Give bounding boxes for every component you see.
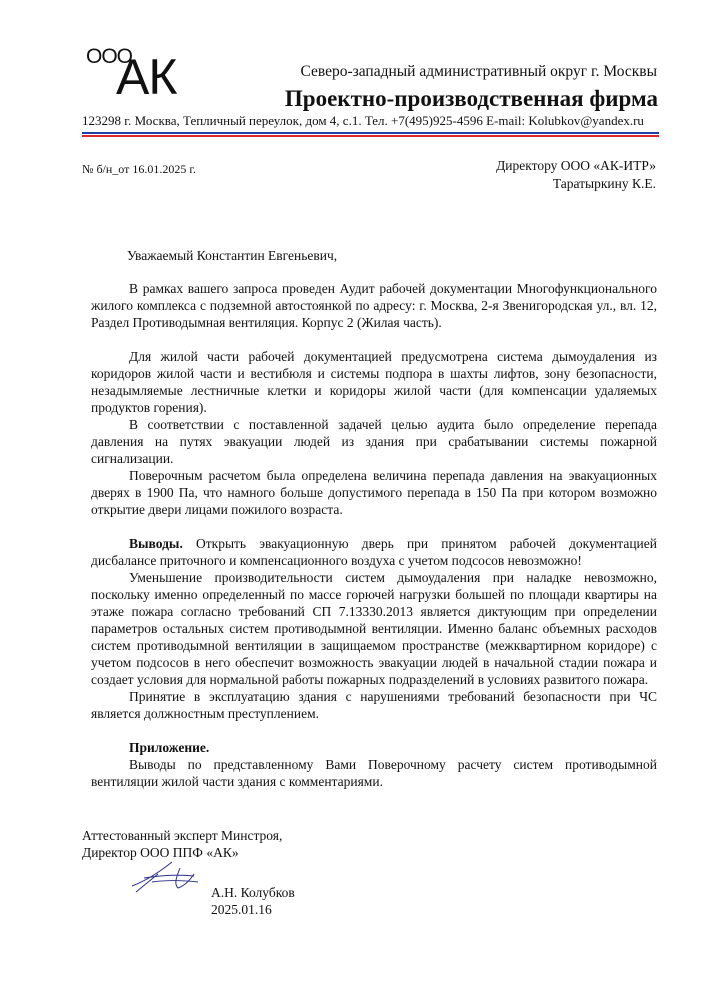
signatory-line-1: Аттестованный эксперт Минстроя, (82, 828, 283, 843)
appendix-heading (91, 739, 657, 756)
addressee-line-2: Таратыркину К.Е. (552, 176, 656, 191)
paragraph-appendix: Выводы по представленному Вами Поверочному расчету систем противодымной вентиляции жилой части здания с комментариями. (91, 757, 657, 789)
addressee-line-1: Директору ООО «АК-ИТР» (496, 158, 656, 173)
signatory-name-date (211, 884, 295, 918)
paragraph-goal: В соответствии с поставленной задачей целью аудита было определение перепада давления на путях эвакуации людей из здания при срабатывании системы пожарной сигнализации. (91, 417, 657, 466)
header-stripe-red (82, 135, 659, 137)
addressee (496, 157, 656, 193)
paragraph-request: В рамках вашего запроса проведен Аудит рабочей документации Многофункционального жилого комплекса с подземной автостоянкой по адресу: г. Москва, 2-я Звенигородская ул., вл. 12, Раздел Противодымная вентиляция. Корпус 2 (Жилая часть). (91, 281, 657, 330)
company-address: 123298 г. Москва, Тепличный переулок, дом 4, с.1. Тел. +7(495)925-4596 E-mail: Kolubkov@yandex.ru (82, 113, 644, 128)
signatory-name: А.Н. Колубков (211, 885, 295, 900)
appendix-label: Приложение. (129, 740, 210, 755)
conclusions-label: Выводы. (129, 536, 183, 551)
conclusions-text: Открыть эвакуационную дверь при принятом рабочей документацией дисбалансе приточного и компенсационного воздуха с учетом подсосов невозможно! (91, 536, 657, 568)
signature-date: 2025.01.16 (211, 902, 272, 917)
handwritten-signature (128, 856, 208, 896)
signatory-line-2: Директор ООО ППФ «АК» (82, 845, 239, 860)
paragraph-calculation: Поверочным расчетом была определена величина перепада давления на эвакуационных дверях в 1900 Па, что намного больше допустимого перепада в 150 Па при котором возможно открытие двери лицами пожилого возраста. (91, 468, 657, 517)
paragraph-systems: Для жилой части рабочей документацией предусмотрена система дымоудаления из коридоров жилой части и вестибюля и системы подпора в шахты лифтов, зону безопасности, незадымляемые лестничные клетки и коридоры жилой части (для компенсации удаляемых продуктов горения). (91, 349, 657, 415)
paragraph-acceptance: Принятие в эксплуатацию здания с нарушениями требований безопасности при ЧС является должностным преступлением. (91, 689, 657, 721)
header-region: Северо-западный административный округ г. Москвы (300, 63, 657, 80)
header-stripe-blue (82, 132, 659, 134)
company-title: Проектно-производственная фирма (284, 86, 658, 111)
logo-ak: АК (116, 49, 177, 105)
paragraph-reduction: Уменьшение производительности систем дымоудаления при наладке невозможно, поскольку именно определенный по массе горючей нагрузки большей по площади квартиры на этаже пожара согласно требований СП 7.13330.2013 является диктующим при определении параметров остальных систем противодымной вентиляции. Именно баланс объемных расходов систем противодымной вентиляции в защищаемом пространстве (межквартирном коридоре) с учетом подсосов в него обеспечит возможность эвакуации людей в начальной стадии пожара и создает условия для нормальной работы пожарных подразделений в условиях развитого пожара. (91, 570, 657, 687)
logo-ooo: ООО (86, 45, 133, 68)
letter-body (91, 280, 657, 790)
greeting: Уважаемый Константин Евгеньевич, (127, 248, 338, 263)
paragraph-conclusions (91, 535, 657, 569)
reference-number: № б/н_от 16.01.2025 г. (82, 162, 196, 176)
